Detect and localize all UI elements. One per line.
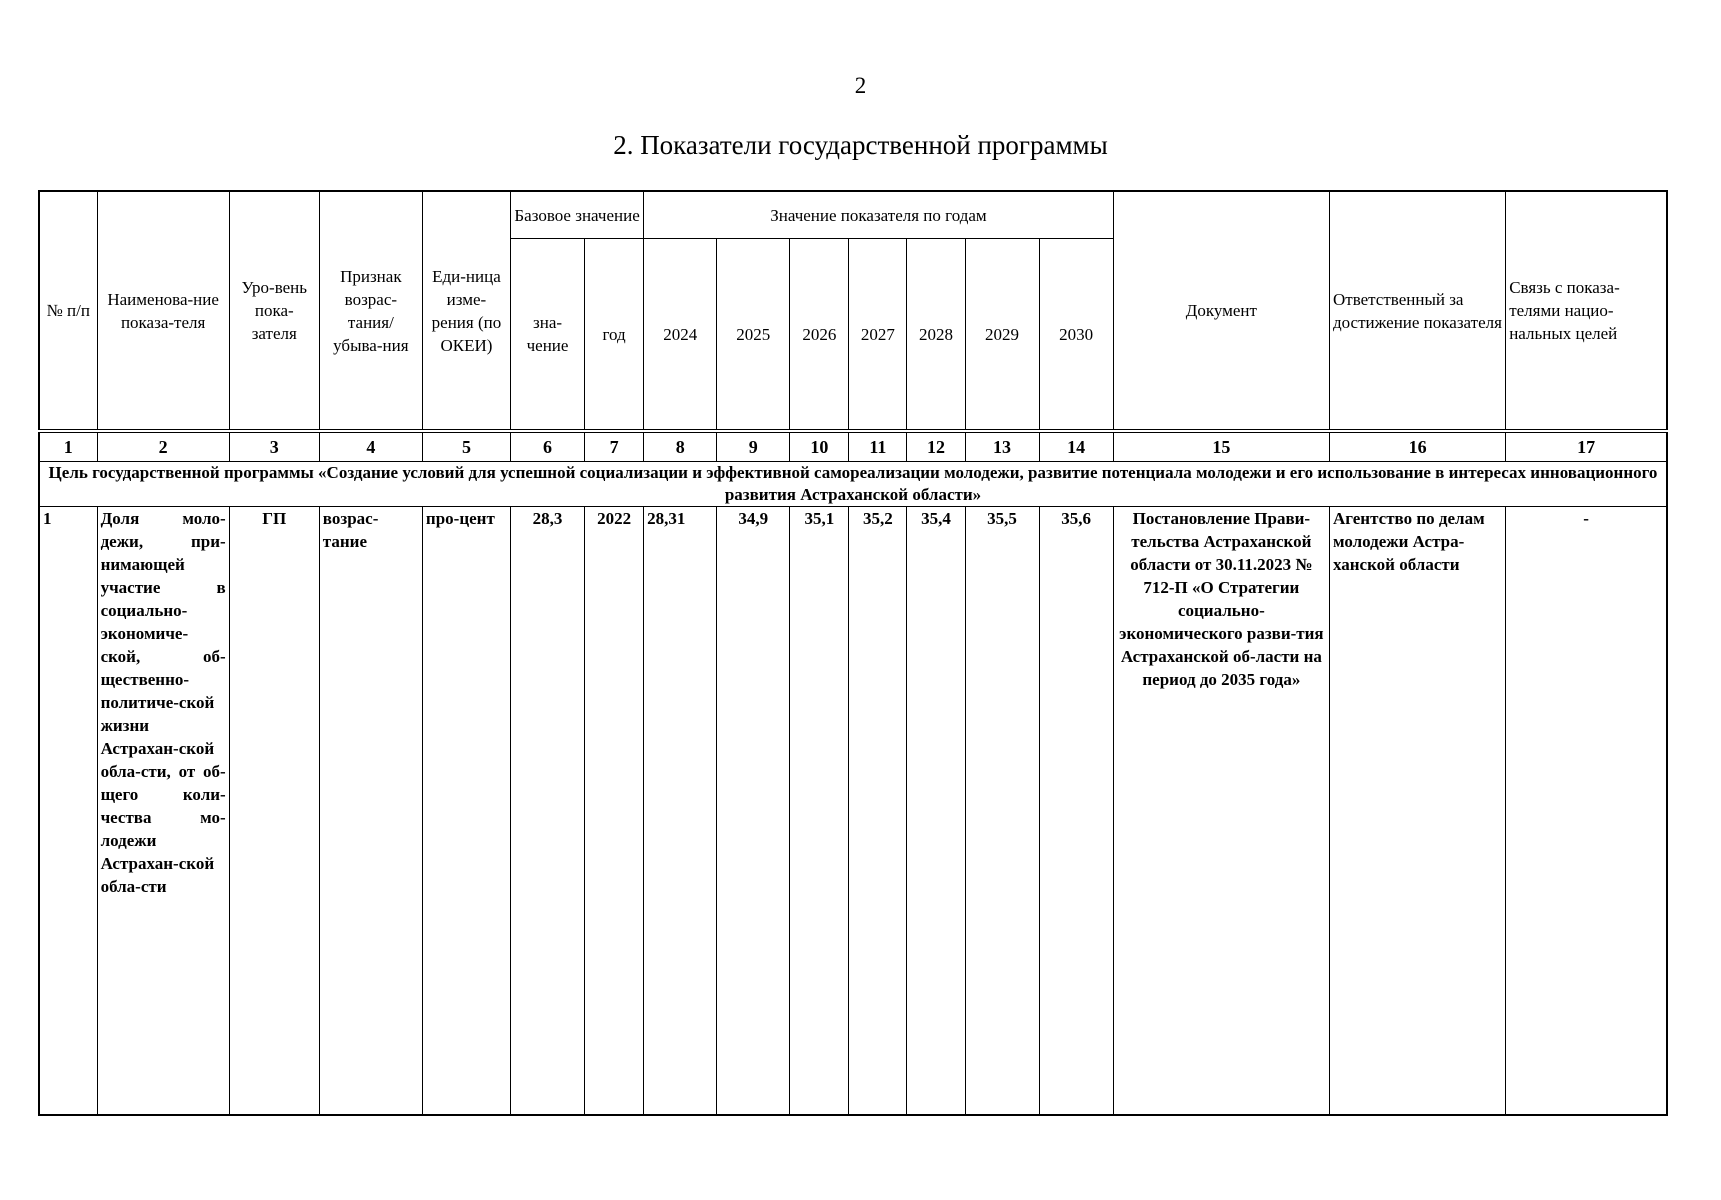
row-level: ГП [229,507,319,1116]
header-trend: Признак возрас-тания/ убыва-ния [319,191,422,431]
page-number: 2 [854,73,867,98]
column-number: 14 [1039,431,1113,462]
header-indicator-name: Наименова-ние показа-теля [97,191,229,431]
row-indicator-name: Доля моло-дежи, при-нимающей участие в социально-экономиче-ской, об-щественно-политиче-ской жизни Астрахан-ской обла-сти, от об-щего коли-чества мо-лодежи Астрахан-ской обла-сти [97,507,229,1116]
header-row-1 [39,191,1667,239]
row-value-2029: 35,5 [965,507,1039,1116]
header-base-year: год [585,239,644,432]
header-year-2030: 2030 [1039,239,1113,432]
column-number: 6 [511,431,585,462]
header-year-2026: 2026 [790,239,849,432]
header-base-group: Базовое значение [511,191,644,239]
column-number: 17 [1506,431,1667,462]
table-row [39,507,1667,1116]
column-number: 7 [585,431,644,462]
header-year-2028: 2028 [907,239,965,432]
indicators-table [38,190,1668,1116]
header-year-2029: 2029 [965,239,1039,432]
row-value-2028: 35,4 [907,507,965,1116]
column-number: 13 [965,431,1039,462]
header-unit: Еди-ница изме-рения (по ОКЕИ) [422,191,510,431]
header-document: Документ [1113,191,1329,431]
header-year-2025: 2025 [717,239,790,432]
row-value-2030: 35,6 [1039,507,1113,1116]
row-responsible: Агентство по делам молодежи Астра-ханской области [1329,507,1505,1116]
column-number: 11 [849,431,907,462]
row-trend: возрас-тание [319,507,422,1116]
column-number: 5 [422,431,510,462]
column-number: 9 [717,431,790,462]
row-base-value: 28,3 [511,507,585,1116]
row-value-2026: 35,1 [790,507,849,1116]
column-number: 4 [319,431,422,462]
header-level: Уро-вень пока-зателя [229,191,319,431]
row-value-2024: 28,31 [644,507,717,1116]
goal-row [39,462,1667,507]
row-base-year: 2022 [585,507,644,1116]
header-year-2024: 2024 [644,239,717,432]
column-number: 15 [1113,431,1329,462]
row-value-2027: 35,2 [849,507,907,1116]
header-base-value: зна-чение [511,239,585,432]
column-numbers-row [39,431,1667,462]
row-unit: про-цент [422,507,510,1116]
row-national-goals-link: - [1506,507,1667,1116]
header-year-2027: 2027 [849,239,907,432]
column-number: 12 [907,431,965,462]
page-title: 2. Показатели государственной программы [613,130,1108,160]
column-number: 16 [1329,431,1505,462]
column-number: 8 [644,431,717,462]
header-national-goals-link: Связь с показа-телями нацио-нальных целей [1506,191,1667,431]
column-number: 2 [97,431,229,462]
column-number: 3 [229,431,319,462]
row-value-2025: 34,9 [717,507,790,1116]
row-num: 1 [39,507,97,1116]
column-number: 10 [790,431,849,462]
header-num: № п/п [39,191,97,431]
column-number: 1 [39,431,97,462]
row-document: Постановление Прави-тельства Астраханской области от 30.11.2023 № 712-П «О Стратегии социально-экономического разви-тия Астраханской об-ласти на период до 2035 года» [1113,507,1329,1116]
header-responsible: Ответственный за достижение показателя [1329,191,1505,431]
program-goal: Цель государственной программы «Создание условий для успешной социализации и эффективной самореализации молодежи, развитие потенциала молодежи и его использование в интересах инновационного развития Астраханской области» [39,462,1667,507]
header-years-group: Значение показателя по годам [644,191,1114,239]
